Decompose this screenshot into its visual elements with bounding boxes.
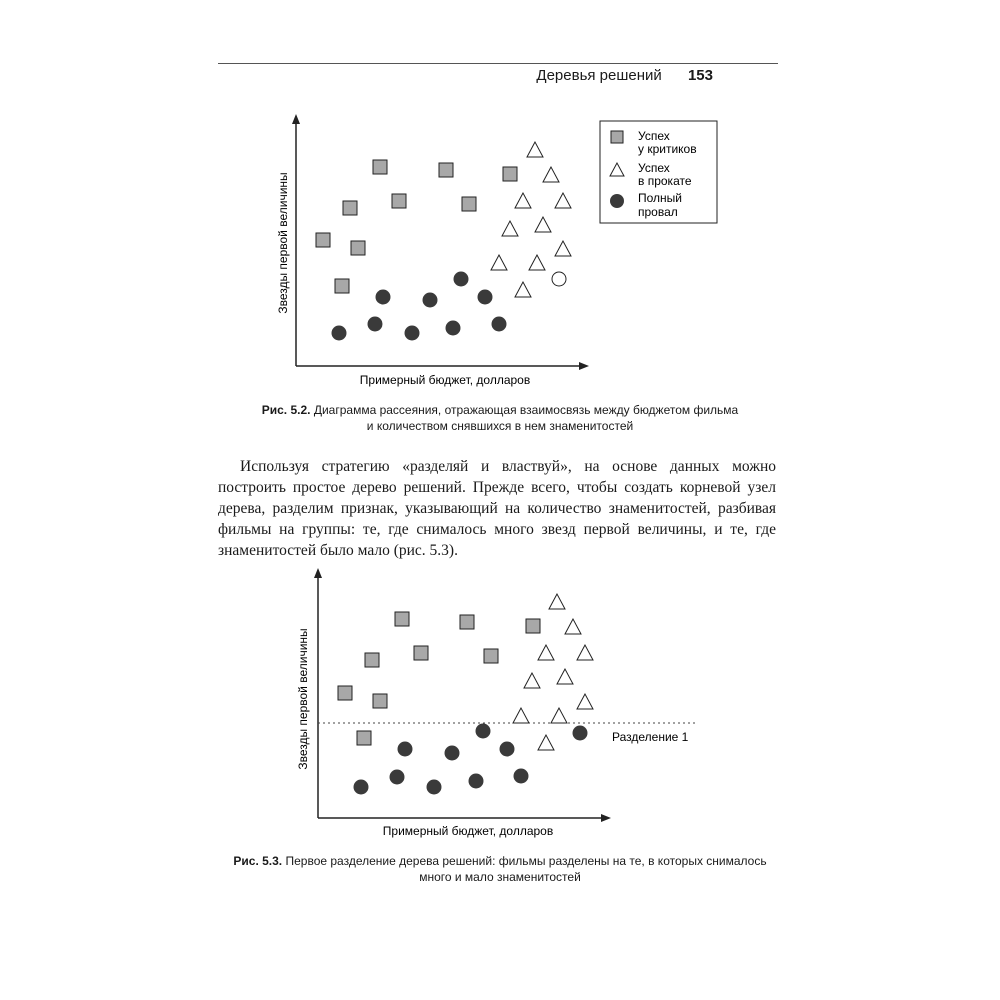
square-point (365, 653, 379, 667)
triangle-point (538, 645, 554, 660)
split-label: Разделение 1 (612, 730, 689, 744)
triangle-point (513, 708, 529, 723)
legend-label: Успех (638, 129, 670, 143)
x-axis-label: Примерный бюджет, долларов (359, 373, 531, 387)
circle-point (514, 769, 529, 784)
page-number: 153 (687, 67, 713, 84)
triangle-point (565, 619, 581, 634)
triangle-point (557, 669, 573, 684)
y-axis-arrow (314, 568, 322, 578)
square-point (395, 612, 409, 626)
triangle-point (551, 708, 567, 723)
caption-text-line2: много и мало знаменитостей (419, 870, 581, 884)
triangle-point (538, 735, 554, 750)
triangle-point (524, 673, 540, 688)
circle-point (573, 726, 588, 741)
circle-point (445, 746, 460, 761)
x-axis-arrow (601, 814, 611, 822)
y-axis-label: Звезды первой величины (276, 172, 290, 314)
circle-point (398, 742, 413, 757)
circle-point (354, 780, 369, 795)
legend-label: у критиков (638, 142, 697, 156)
triangle-point (549, 594, 565, 609)
circle-point (469, 774, 484, 789)
caption-label: Рис. 5.3. (233, 854, 283, 868)
y-axis-label: Звезды первой величины (296, 628, 310, 770)
square-point (414, 646, 428, 660)
legend-label: Полный (638, 191, 682, 205)
square-point (357, 731, 371, 745)
circle-point (390, 770, 405, 785)
square-point (373, 694, 387, 708)
figure-caption (150, 853, 850, 885)
caption-text: Первое разделение дерева решений: фильмы разделены на те, в которых снималось (282, 854, 767, 868)
square-point (484, 649, 498, 663)
square-point (338, 686, 352, 700)
triangle-point (577, 694, 593, 709)
legend-label: Успех (638, 161, 670, 175)
circle-point (427, 780, 442, 795)
chapter-title: Деревья решений (536, 67, 662, 84)
circle-point (476, 724, 491, 739)
square-point (526, 619, 540, 633)
data-marks (338, 594, 593, 795)
legend-label: провал (638, 205, 678, 219)
legend-label: в прокате (638, 174, 692, 188)
triangle-point (577, 645, 593, 660)
caption-text-line2: и количеством снявшихся в нем знаменитостей (366, 419, 634, 433)
caption-label: Рис. 5.2. (261, 403, 311, 417)
x-axis-label: Примерный бюджет, долларов (382, 824, 554, 838)
caption-text: Диаграмма рассеяния, отражающая взаимосвязь между бюджетом фильма (310, 403, 739, 417)
body-paragraph: Используя стратегию «разделяй и властвуй», на основе данных можно построить простое дерево решений. Прежде всего, чтобы создать корневой узел дерева, разделим признак, указывающий на количество знаменитостей, разбивая фильмы на группы: те, где снималось много звезд первой величины, и те, где знаменитостей было мало (рис. 5.3). (218, 458, 776, 559)
circle-point (500, 742, 515, 757)
square-point (460, 615, 474, 629)
